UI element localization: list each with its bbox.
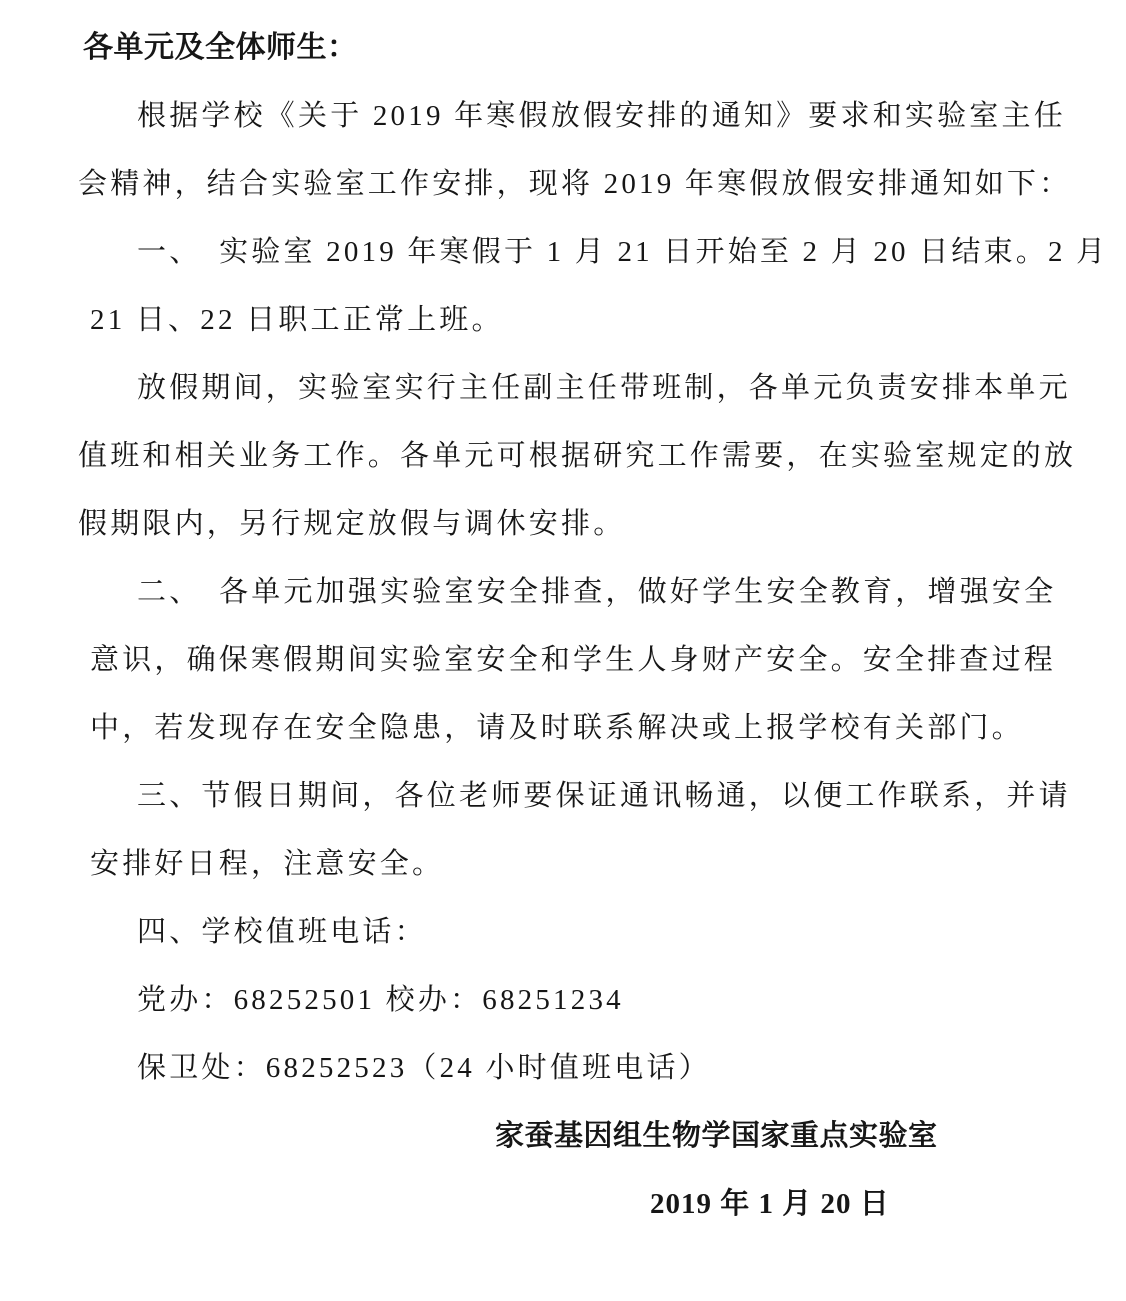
item-4-line-1: 四、学校值班电话： <box>137 916 427 948</box>
salutation-line: 各单元及全体师生： <box>83 31 358 64</box>
item-3-line-1: 三、节假日期间，各位老师要保证通讯畅通，以便工作联系，并请 <box>137 780 1071 812</box>
date-line: 2019 年 1 月 20 日 <box>650 1188 890 1220</box>
intro-line-1: 根据学校《关于 2019 年寒假放假安排的通知》要求和实验室主任 <box>137 100 1066 132</box>
duty-para-line-2: 值班和相关业务工作。各单元可根据研究工作需要，在实验室规定的放 <box>78 440 1077 472</box>
signature-line: 家蚕基因组生物学国家重点实验室 <box>495 1120 938 1152</box>
duty-para-line-3: 假期限内，另行规定放假与调休安排。 <box>78 508 626 540</box>
item-1-line-2: 21 日、22 日职工正常上班。 <box>90 304 504 336</box>
duty-para-line-1: 放假期间，实验室实行主任副主任带班制，各单元负责安排本单元 <box>137 372 1071 404</box>
item-1-line-1: 一、 实验室 2019 年寒假于 1 月 21 日开始至 2 月 20 日结束。2 月 <box>137 236 1109 268</box>
phone-line-security: 保卫处：68252523（24 小时值班电话） <box>137 1052 711 1084</box>
item-2-line-1: 二、 各单元加强实验室安全排查，做好学生安全教育，增强安全 <box>137 576 1057 608</box>
item-2-line-2: 意识，确保寒假期间实验室安全和学生人身财产安全。安全排查过程 <box>90 644 1057 676</box>
item-2-line-3: 中，若发现存在安全隐患，请及时联系解决或上报学校有关部门。 <box>90 712 1024 744</box>
phone-line-offices: 党办：68252501 校办：68251234 <box>137 984 624 1016</box>
item-3-line-2: 安排好日程，注意安全。 <box>90 848 445 880</box>
intro-line-2: 会精神，结合实验室工作安排，现将 2019 年寒假放假安排通知如下： <box>78 168 1072 200</box>
